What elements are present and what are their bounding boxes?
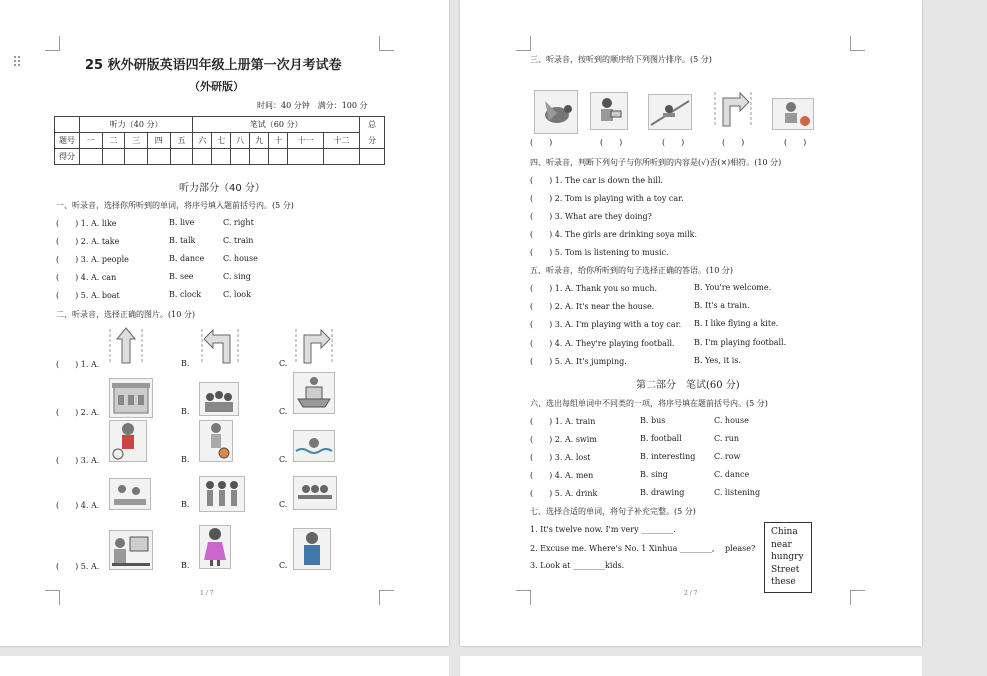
q-option: B. You're welcome. — [694, 283, 772, 292]
q-option: B. — [181, 407, 190, 416]
section6-heading: 六、选出每组单词中不同类的一项，将序号填在题前括号内。(5 分) — [530, 399, 768, 408]
boy-ball-picture — [772, 98, 814, 130]
girl-reading-picture — [590, 92, 628, 130]
q-option: C. sing — [223, 272, 251, 281]
q-item: ( ) 4. A. can — [56, 273, 117, 282]
q-item: ( ) 2. A. swim — [530, 435, 597, 444]
score-cell[interactable] — [125, 149, 148, 165]
q-item: ( ) 2. A. — [56, 408, 100, 417]
q-option: C. house — [714, 416, 749, 425]
children-picture — [109, 478, 151, 510]
q-option: C. — [279, 359, 288, 368]
col-header: 十二 — [324, 133, 360, 149]
answer-blank[interactable]: ( ) — [600, 138, 623, 147]
word-bank-item: China — [771, 527, 798, 537]
section3-heading: 三、听录音，按听到的顺序给下列图片排序。(5 分) — [530, 55, 712, 64]
q-item: ( ) 4. A. — [56, 501, 100, 510]
q-item: ( ) 5. A. It's jumping. — [530, 357, 627, 366]
q-option: B. I'm playing football. — [694, 338, 787, 347]
q-option: C. — [279, 561, 288, 570]
q-option: B. It's a train. — [694, 301, 750, 310]
listening-header: 听力（40 分） — [80, 117, 193, 133]
col-header: 九 — [250, 133, 269, 149]
q-option: B. talk — [169, 236, 196, 245]
q-option: B. I like flying a kite. — [694, 319, 779, 328]
q-option: C. dance — [714, 470, 750, 479]
people-scene-picture — [199, 382, 239, 416]
q-item: ( ) 5. Tom is listening to music. — [530, 248, 669, 257]
crop-mark — [45, 36, 60, 51]
q-option: B. — [181, 561, 190, 570]
document-page-2 — [460, 0, 922, 646]
q-item: ( ) 5. A. drink — [530, 489, 598, 498]
q-option: B. interesting — [640, 452, 696, 461]
col-header: 三 — [125, 133, 148, 149]
col-header: 七 — [212, 133, 231, 149]
page-number: 2 / 7 — [684, 590, 698, 597]
part1-title: 听力部分（40 分） — [179, 183, 265, 194]
q-option: B. bus — [640, 416, 666, 425]
q-item: 1. It's twelve now. I'm very ________. — [530, 525, 676, 534]
score-cell[interactable] — [193, 149, 212, 165]
page-subtitle: （外研版） — [189, 80, 244, 93]
q-option: B. — [181, 500, 190, 509]
section7-heading: 七、选择合适的单词，将句子补充完整。(5 分) — [530, 507, 696, 516]
q-item: ( ) 1. A. Thank you so much. — [530, 284, 658, 293]
q-item: ( ) 3. A. I'm playing with a toy car. — [530, 320, 682, 329]
question-number-label: 题号 — [55, 133, 80, 149]
table-group-picture — [293, 476, 337, 510]
score-cell[interactable] — [147, 149, 170, 165]
answer-blank[interactable]: ( ) — [722, 138, 745, 147]
bird-picture — [534, 90, 578, 134]
score-cell[interactable] — [269, 149, 288, 165]
score-cell[interactable] — [288, 149, 324, 165]
time-score-line: 时间：40 分钟 满分：100 分 — [257, 101, 368, 110]
q-item: 2. Excuse me. Where's No. 1 Xinhua ________, please? — [530, 544, 756, 553]
q-option: B. live — [169, 218, 195, 227]
q-item: ( ) 3. A. — [56, 456, 100, 465]
document-page-1 — [0, 0, 449, 646]
q-option: C. house — [223, 254, 258, 263]
score-cell[interactable] — [250, 149, 269, 165]
page-title: 25 秋外研版英语四年级上册第一次月考试卷 — [85, 58, 342, 73]
girl-picture — [199, 525, 231, 569]
q-option: C. — [279, 500, 288, 509]
next-page-edge — [460, 656, 922, 676]
word-bank-item: Street — [771, 564, 800, 575]
col-header: 八 — [231, 133, 250, 149]
answer-blank[interactable]: ( ) — [530, 138, 553, 147]
q-option: B. football — [640, 434, 682, 443]
word-bank-item: these — [771, 577, 796, 587]
score-cell[interactable] — [80, 149, 103, 165]
q-option: B. — [181, 455, 190, 464]
q-item: ( ) 5. A. — [56, 562, 100, 571]
q-option: B. see — [169, 272, 194, 281]
q-item: ( ) 2. A. It's near the house. — [530, 302, 655, 311]
q-option: C. right — [223, 218, 254, 227]
q-item: ( ) 3. What are they doing? — [530, 212, 652, 221]
boy-football-picture — [109, 420, 147, 462]
score-cell[interactable] — [212, 149, 231, 165]
swimming-picture — [293, 430, 335, 462]
q-item: ( ) 4. The girls are drinking soya milk. — [530, 230, 698, 239]
q-option: C. run — [714, 434, 740, 443]
crop-mark — [379, 590, 394, 605]
score-table — [54, 116, 385, 165]
page-number: 1 / 7 — [200, 590, 214, 597]
q-item: ( ) 4. A. They're playing football. — [530, 339, 675, 348]
turn-right-arrow-icon — [293, 325, 335, 365]
turn-left-arrow-icon — [199, 325, 241, 365]
boy-basketball-picture — [199, 420, 233, 462]
col-header: 四 — [147, 133, 170, 149]
q-item: ( ) 3. A. lost — [530, 453, 591, 462]
q-option: C. listening — [714, 488, 761, 497]
go-straight-arrow-icon — [107, 325, 145, 365]
score-cell[interactable] — [324, 149, 360, 165]
q-item: ( ) 2. Tom is playing with a toy car. — [530, 194, 684, 203]
section4-heading: 四、听录音，判断下列句子与你所听到的内容是(√)否(×)相符。(10 分) — [530, 158, 782, 167]
sledding-picture — [648, 94, 692, 130]
q-option: C. row — [714, 452, 741, 461]
q-item: ( ) 1. The car is down the hill. — [530, 176, 664, 185]
q-option: B. dance — [169, 254, 205, 263]
score-cell[interactable] — [102, 149, 125, 165]
writing-header: 笔试（60 分） — [193, 117, 360, 133]
q-item: ( ) 1. A. — [56, 360, 100, 369]
col-header: 六 — [193, 133, 212, 149]
section1-heading: 一、听录音，选择你所听到的单词，将序号填入题前括号内。(5 分) — [56, 201, 294, 210]
q-option: C. train — [223, 236, 254, 245]
dancing-picture — [199, 476, 245, 512]
crop-mark — [850, 590, 865, 605]
q-item: ( ) 3. A. people — [56, 255, 129, 264]
col-header: 一 — [80, 133, 103, 149]
word-bank-box — [764, 522, 812, 593]
man-picture — [293, 528, 331, 570]
q-item: ( ) 2. A. take — [56, 237, 120, 246]
q-item: ( ) 1. A. train — [530, 417, 596, 426]
q-option: B. clock — [169, 290, 202, 299]
crop-mark — [379, 36, 394, 51]
section2-heading: 二、听录音，选择正确的图片。(10 分) — [56, 310, 195, 319]
q-option: C. — [279, 455, 288, 464]
col-header: 十一 — [288, 133, 324, 149]
word-bank-item: hungry — [771, 552, 804, 562]
section5-heading: 五、听录音，给你所听到的句子选择正确的答语。(10 分) — [530, 266, 733, 275]
answer-blank[interactable]: ( ) — [662, 138, 685, 147]
score-cell[interactable] — [231, 149, 250, 165]
word-bank-item: near — [771, 539, 792, 550]
q-option: B. Yes, it is. — [694, 356, 741, 365]
q-item: ( ) 1. A. like — [56, 219, 117, 228]
crop-mark — [45, 590, 60, 605]
col-header: 二 — [102, 133, 125, 149]
q-item: ( ) 4. A. men — [530, 471, 594, 480]
answer-blank[interactable]: ( ) — [784, 138, 807, 147]
q-option: C. look — [223, 290, 251, 299]
score-cell[interactable] — [360, 149, 385, 165]
next-page-edge — [0, 656, 449, 676]
building-picture — [109, 378, 153, 418]
col-header: 十 — [269, 133, 288, 149]
computer-picture — [109, 530, 153, 570]
q-option: C. — [279, 407, 288, 416]
q-item: ( ) 5. A. boat — [56, 291, 120, 300]
col-header: 五 — [170, 133, 193, 149]
part2-title: 第二部分 笔试(60 分) — [636, 380, 740, 391]
total-header: 总 — [360, 117, 385, 133]
crop-mark — [850, 36, 865, 51]
crop-mark — [516, 36, 531, 51]
boat-picture — [293, 372, 335, 414]
crop-mark — [516, 590, 531, 605]
q-option: B. sing — [640, 470, 668, 479]
turn-right-arrow-icon — [712, 88, 754, 128]
q-option: B. drawing — [640, 488, 685, 497]
q-item: 3. Look at ________kids. — [530, 561, 625, 570]
q-option: B. — [181, 359, 190, 368]
score-cell[interactable] — [170, 149, 193, 165]
score-label: 得分 — [55, 149, 80, 165]
total-header-2: 分 — [360, 133, 385, 149]
drag-handle-icon[interactable]: ⠿ — [12, 55, 23, 71]
